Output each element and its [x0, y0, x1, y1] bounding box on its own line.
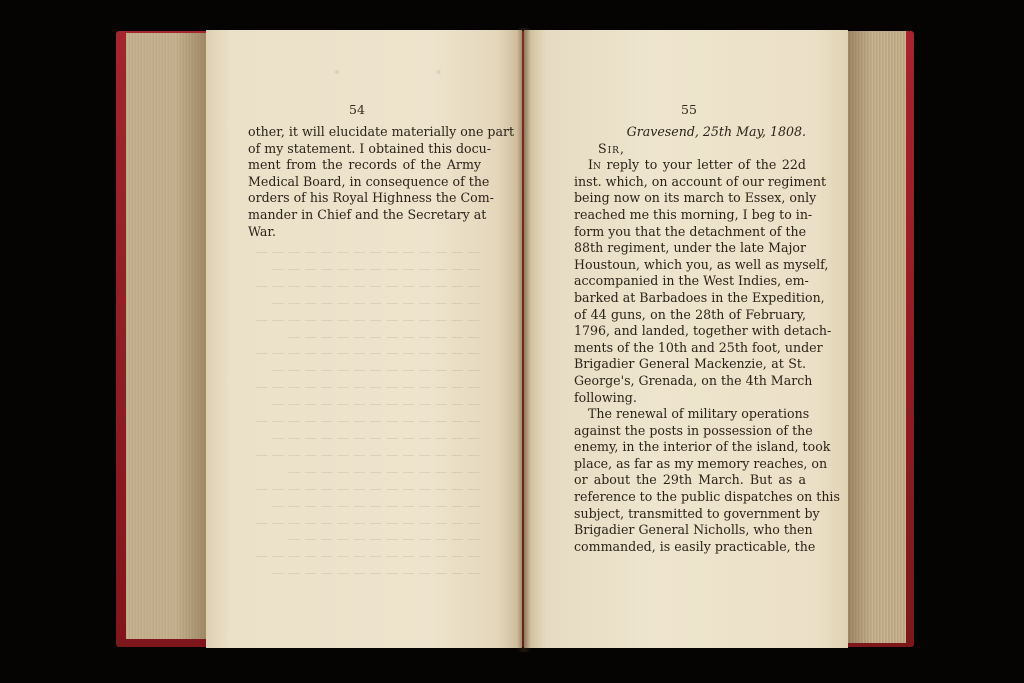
text-line: reached me this morning, I beg to in- [574, 206, 813, 222]
book-gutter-shadow [517, 28, 531, 652]
text-line: In reply to your letter of the 22d [588, 157, 806, 173]
text-line: Houstoun, which you, as well as myself, [574, 256, 829, 272]
text-line: being now on its march to Essex, only [574, 190, 817, 206]
text-line: inst. which, on account of our regiment [574, 173, 827, 189]
text-line: or about the 29th March. But as a [574, 472, 806, 488]
drop-word: In [588, 157, 601, 173]
text-line: of 44 guns, on the 28th of February, [574, 306, 806, 322]
text-line: ment from the records of the Army [248, 157, 481, 173]
text-line: enemy, in the interior of the island, took [574, 439, 831, 455]
left-page [206, 30, 522, 648]
text-line: 1796, and landed, together with detach- [574, 323, 832, 339]
text-line: reference to the public dispatches on this [574, 489, 840, 505]
text-line: Medical Board, in consequence of the [248, 173, 490, 189]
text-line: orders of his Royal Highness the Com- [248, 190, 494, 206]
text-line: of my statement. I obtained this docu- [248, 140, 492, 156]
text-line: barked at Barbadoes in the Expedition, [574, 289, 825, 305]
text-line: mander in Chief and the Secretary at [248, 206, 487, 222]
text-line: Brigadier General Nicholls, who then [574, 522, 813, 538]
text-line: 88th regiment, under the late Major [574, 240, 806, 256]
text-line: other, it will elucidate materially one part [248, 124, 515, 139]
text-line: subject, transmitted to government by [574, 505, 820, 521]
right-page-text [574, 124, 840, 555]
text-line: The renewal of military operations [588, 406, 810, 422]
paper-spot [436, 70, 441, 74]
text-line: against the posts in possession of the [574, 422, 813, 438]
text-line: place, as far as my memory reaches, on [574, 455, 828, 471]
text-line: form you that the detachment of the [574, 223, 807, 239]
text-line: War. [248, 223, 276, 239]
left-page-text [248, 124, 515, 240]
text-line: Brigadier General Mackenzie, at St. [574, 356, 806, 372]
text-line: following. [574, 389, 637, 405]
letter-salutation: Sir, [598, 140, 625, 156]
text-line: commanded, is easily practicable, the [574, 538, 816, 554]
letter-dateline: Gravesend, 25th May, 1808. [626, 124, 806, 139]
right-page [524, 30, 848, 648]
left-page-number: 54 [349, 102, 365, 117]
left-page-block-edge [126, 33, 210, 639]
text-line: ments of the 10th and 25th foot, under [574, 339, 823, 355]
show-through-texture: — — — — — — — — — — — — — — — — — — — — — — — — — — — — — — — — — — — — — — — — — — — — — — — — — — — — — — — — — — — — — — — — — — — — — — — — — — — — — — — — — — — — — — — — — — — — — — — — — — — — — — — — — — — — — — — — — — — — — — — — — — — — — — — — — — — — — — — — — — — — — — — — — — — — — — — — — — — — — — — — — — — — — — — — — — — — — — — — — — — — — — — — — — — — — — — — — — — — — — — — — — — — — — — — — — — — — — — — — — — — — — — — — — — — — — — — — — — — — — — — — — — — — — — — — — — — — — — — — — — — — — — — — — — [255, 244, 480, 581]
right-page-number: 55 [681, 102, 697, 117]
paper-spot [334, 70, 340, 74]
text-line: accompanied in the West Indies, em- [574, 273, 809, 289]
right-page-block-edge [846, 31, 906, 643]
text-line: George's, Grenada, on the 4th March [574, 372, 813, 388]
